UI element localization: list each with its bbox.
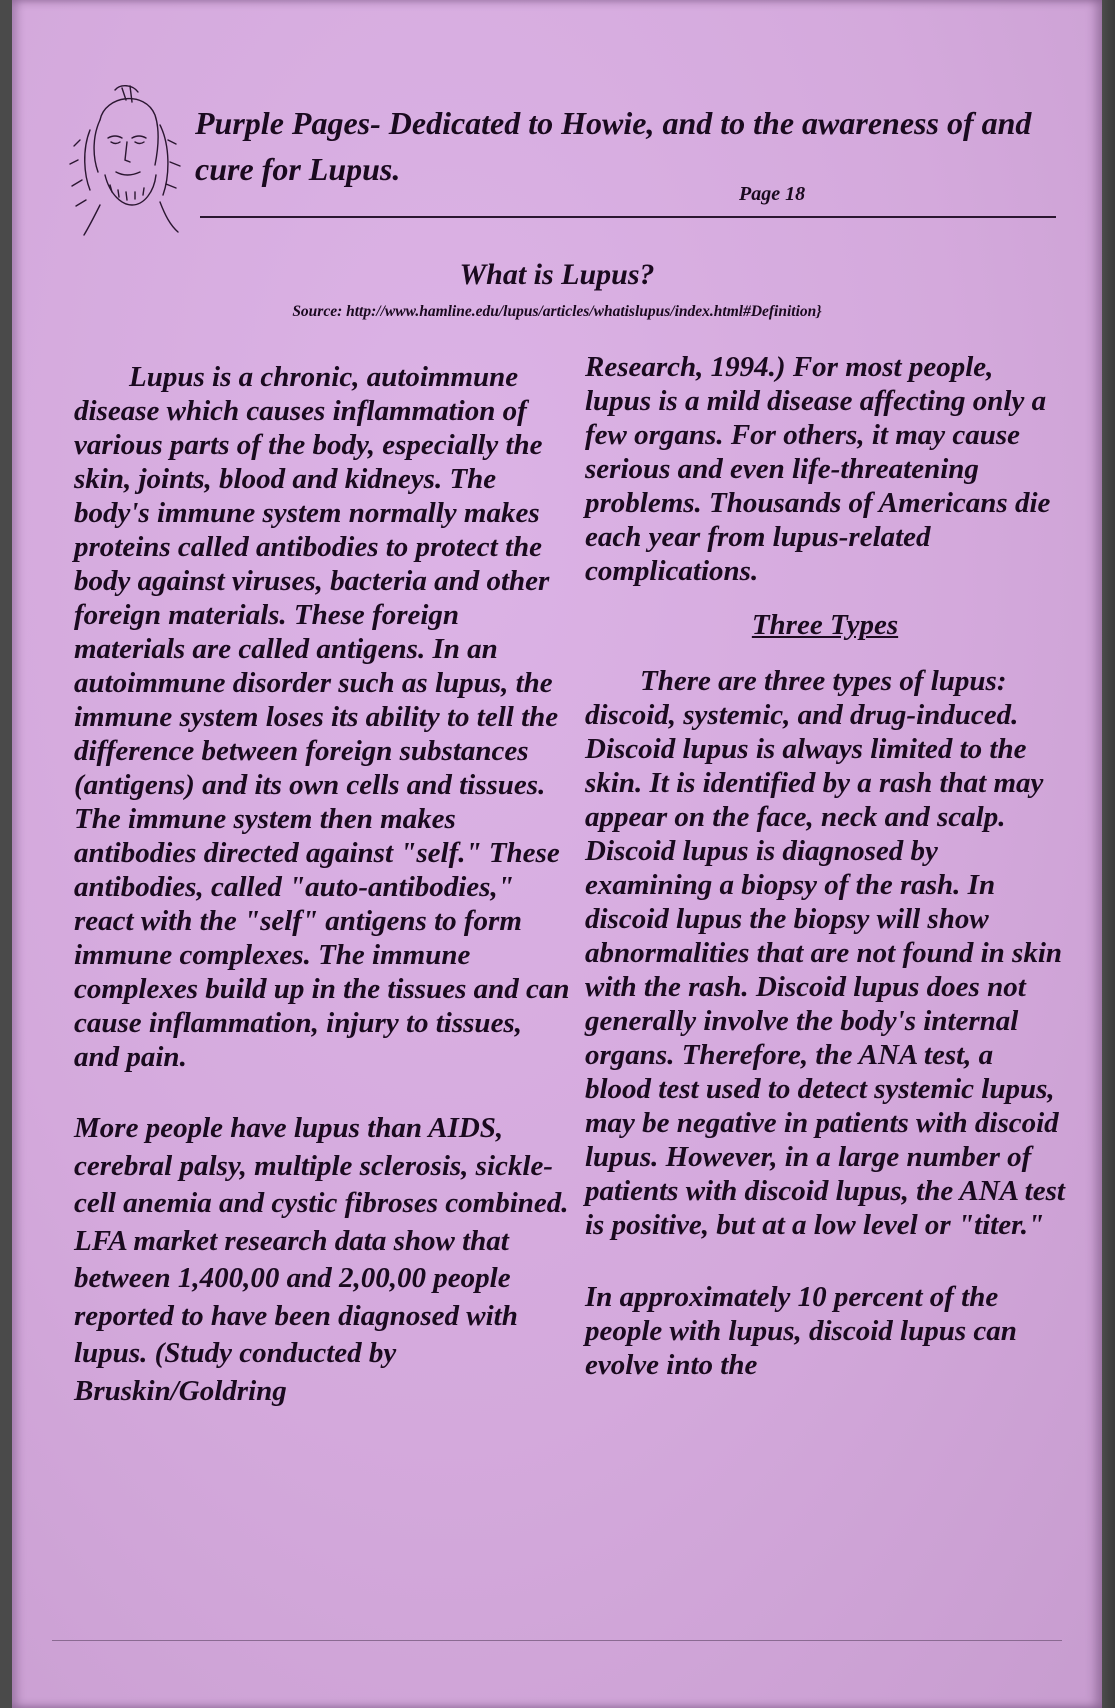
section-heading-three-types: Three Types xyxy=(751,609,899,641)
right-column xyxy=(585,350,1065,1382)
right-paragraph-2: There are three types of lupus: discoid, systemic, and drug-induced. Discoid lupus is always limited to the skin. It is identified by a rash that may appear on the face, neck and scalp. Discoid lupus is diagnosed by examining a biopsy of the rash. In discoid lupus the biopsy will show abnormalities that are not found in skin with the rash. Discoid lupus does not generally involve the body's internal organs. Therefore, the ANA test, a blood test used to detect systemic lupus, may be negative in patients with discoid lupus. However, in a large number of patients with discoid lupus, the ANA test is positive, but at a low level or "titer." xyxy=(585,665,1065,1241)
article-source: Source: http://www.hamline.edu/lupus/articles/whatislupus/index.html#Definition} xyxy=(292,303,822,320)
right-paragraph-1: Research, 1994.) For most people, lupus is a mild disease affecting only a few organs. For others, it may cause serious and even life-threatening problems. Thousands of Americans die each year from lupus-related complications. xyxy=(585,351,1051,587)
left-paragraph-2: More people have lupus than AIDS, cerebral palsy, multiple sclerosis, sickle-cell anemia and cystic fibroses combined. LFA market research data show that between 1,400,00 and 2,00,00 people reported to have been diagnosed with lupus. (Study conducted by Bruskin/Goldring xyxy=(74,1112,569,1407)
page-number: Page 18 xyxy=(739,183,806,205)
left-column xyxy=(74,360,574,1410)
header-divider xyxy=(200,216,1056,218)
header-title: Purple Pages- Dedicated to Howie, and to the awareness of and cure for Lupus. xyxy=(195,105,1032,187)
right-paragraph-3: In approximately 10 percent of the people with lupus, discoid lupus can evolve into the xyxy=(585,1281,1017,1381)
article-title: What is Lupus? xyxy=(459,258,655,291)
howie-portrait-sketch-icon xyxy=(60,80,190,245)
newsletter-page xyxy=(12,0,1102,1708)
left-paragraph-1: Lupus is a chronic, autoimmune disease which causes inflammation of various parts of the body, especially the skin, joints, blood and kidneys. The body's immune system normally makes proteins called antibodies to protect the body against viruses, bacteria and other foreign materials. These foreign materials are called antigens. In an autoimmune disorder such as lupus, the immune system loses its ability to tell the difference between foreign substances (antigens) and its own cells and tissues. The immune system then makes antibodies directed against "self." These antibodies, called "auto-antibodies," react with the "self" antigens to form immune complexes. The immune complexes build up in the tissues and can cause inflammation, injury to tissues, and pain. xyxy=(74,361,570,1073)
bottom-divider xyxy=(52,1640,1062,1641)
